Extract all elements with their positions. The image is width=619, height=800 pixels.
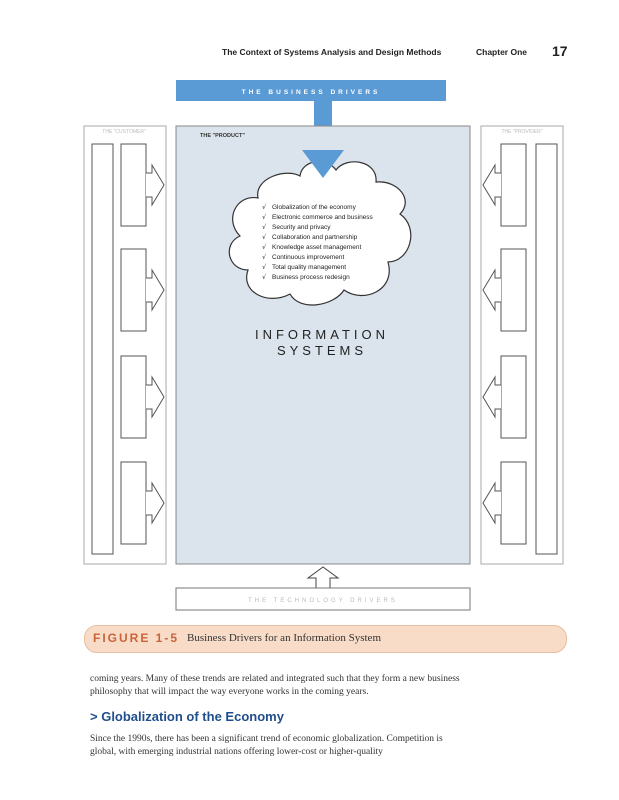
driver-list-item: Globalization of the economy [272,204,356,211]
driver-list-item: Collaboration and partnership [272,234,358,241]
product-title: THE "PRODUCT" [200,133,245,139]
driver-list-item: Business process redesign [272,274,350,281]
checkmark-icon: √ [262,223,267,231]
checkmark-icon: √ [262,213,267,221]
provider-side-bar [536,144,557,554]
driver-list-item: Security and privacy [272,224,331,231]
checkmark-icon: √ [262,243,267,251]
body-paragraph-2: Since the 1990s, there has been a significant trend of economic globalization. Competition is global, with emerging industrial nations offering lower-cost or higher-quality [90,734,443,757]
driver-list-item: Knowledge asset management [272,244,362,251]
information-label: INFORMATION [254,327,390,342]
section-heading: > Globalization of the Economy [90,709,284,724]
checkmark-icon: √ [262,203,267,211]
body-paragraph-1: coming years. Many of these trends are related and integrated such that they form a new business philosophy that will impact the way everyone works in the coming years. [90,674,460,697]
provider-title: THE "PROVIDER" [501,129,543,135]
customer-side-bar [92,144,113,554]
figure-caption-label: FIGURE 1-5 [93,631,180,645]
technology-drivers-label: THE TECHNOLOGY DRIVERS [248,598,398,604]
page-number: 17 [552,43,568,59]
checkmark-icon: √ [262,233,267,241]
business-drivers-banner-label: THE BUSINESS DRIVERS [241,89,381,96]
running-header-chapter: Chapter One [476,47,528,57]
driver-list-item: Continuous improvement [272,254,345,261]
technology-drivers-arrow [308,567,338,588]
customer-title: THE "CUSTOMER" [102,129,146,135]
systems-label: SYSTEMS [276,343,368,358]
checkmark-icon: √ [262,263,267,271]
running-header-title: The Context of Systems Analysis and Design Methods [222,47,442,57]
driver-list-item: Electronic commerce and business [272,214,373,221]
checkmark-icon: √ [262,253,267,261]
checkmark-icon: √ [262,273,267,281]
driver-list-item: Total quality management [272,264,347,271]
figure-caption-text: Business Drivers for an Information System [187,632,381,644]
